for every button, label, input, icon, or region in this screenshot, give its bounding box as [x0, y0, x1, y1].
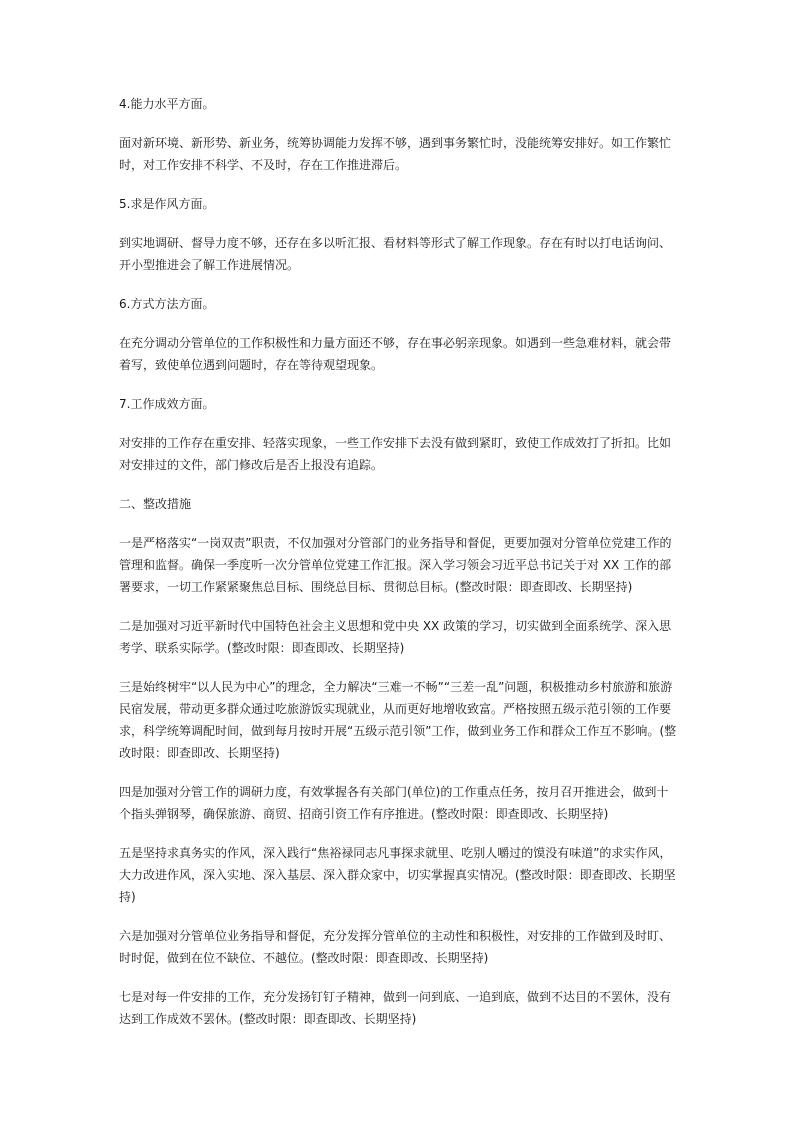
section-heading-method: 6.方式方法方面。 [119, 297, 215, 311]
section-body-effect: 对安排的工作存在重安排、轻落实现象，一些工作安排下去没有做到紧盯，致使工作成效打了折扣。比如对安排过的文件，部门修改后是否上报没有追踪。 [119, 436, 672, 472]
section-body-ability: 面对新环境、新形势、新业务，统筹协调能力发挥不够，遇到事务繁忙时，没能统筹安排好。如工作繁忙时，对工作安排不科学、不及时，存在工作推进滞后。 [119, 136, 672, 172]
section-heading-style: 5.求是作风方面。 [119, 197, 215, 211]
measure-item-5: 五是坚持求真务实的作风，深入践行“焦裕禄同志凡事探求就里、吃别人嚼过的馍没有味道”的求实作风，大力改进作风，深入实地、深入基层、深入群众家中，切实掌握真实情况。(整改时限：即查即改、长期坚持) [119, 846, 676, 904]
section-body-method: 在充分调动分管单位的工作积极性和力量方面还不够，存在事必躬亲现象。如遇到一些急难材料，就会带着写，致使单位遇到问题时，存在等待观望现象。 [119, 336, 672, 372]
section-heading-ability: 4.能力水平方面。 [119, 97, 215, 111]
measure-item-4: 四是加强对分管工作的调研力度，有效掌握各有关部门(单位)的工作重点任务，按月召开推进会，做到十个指头弹钢琴，确保旅游、商贸、招商引资工作有序推进。(整改时限：即查即改、长期坚持) [119, 785, 669, 821]
measures-heading: 二、整改措施 [119, 497, 192, 511]
section-heading-effect: 7.工作成效方面。 [119, 397, 215, 411]
measure-item-6: 六是加强对分管单位业务指导和督促，充分发挥分管单位的主动性和积极性，对安排的工作做到及时盯、时时促，做到在位不缺位、不越位。(整改时限：即查即改、长期坚持) [119, 929, 672, 965]
section-body-style: 到实地调研、督导力度不够，还存在多以听汇报、看材料等形式了解工作现象。存在有时以打电话询问、开小型推进会了解工作进展情况。 [119, 236, 672, 272]
document-body [119, 93, 679, 1030]
measure-item-7: 七是对每一件安排的工作，充分发扬钉钉子精神，做到一问到底、一追到底，做到不达目的不罢休，没有达到工作成效不罢休。(整改时限：即查即改、长期坚持) [119, 990, 672, 1026]
measure-item-1: 一是严格落实“一岗双责”职责，不仅加强对分管部门的业务指导和督促，更要加强对分管单位党建工作的管理和监督。确保一季度听一次分管单位党建工作汇报。深入学习领会习近平总书记关于对 XX 工作的部署要求，一切工作紧紧聚焦总目标、围绕总目标、贯彻总目标。(整改时限：即查即改、长期坚持) [119, 536, 672, 594]
measure-item-2: 二是加强对习近平新时代中国特色社会主义思想和党中央 XX 政策的学习，切实做到全面系统学、深入思考学、联系实际学。(整改时限：即查即改、长期坚持) [119, 619, 672, 655]
measure-item-3: 三是始终树牢“以人民为中心”的理念，全力解决“三难一不畅”“三差一乱”问题，积极推动乡村旅游和旅游民宿发展，带动更多群众通过吃旅游饭实现就业，从而更好地增收致富。严格按照五级示范引领的工作要求，科学统筹调配时间，做到每月按时开展“五级示范引领”工作，做到业务工作和群众工作互不影响。(整改时限：即查即改、长期坚持) [119, 680, 677, 760]
